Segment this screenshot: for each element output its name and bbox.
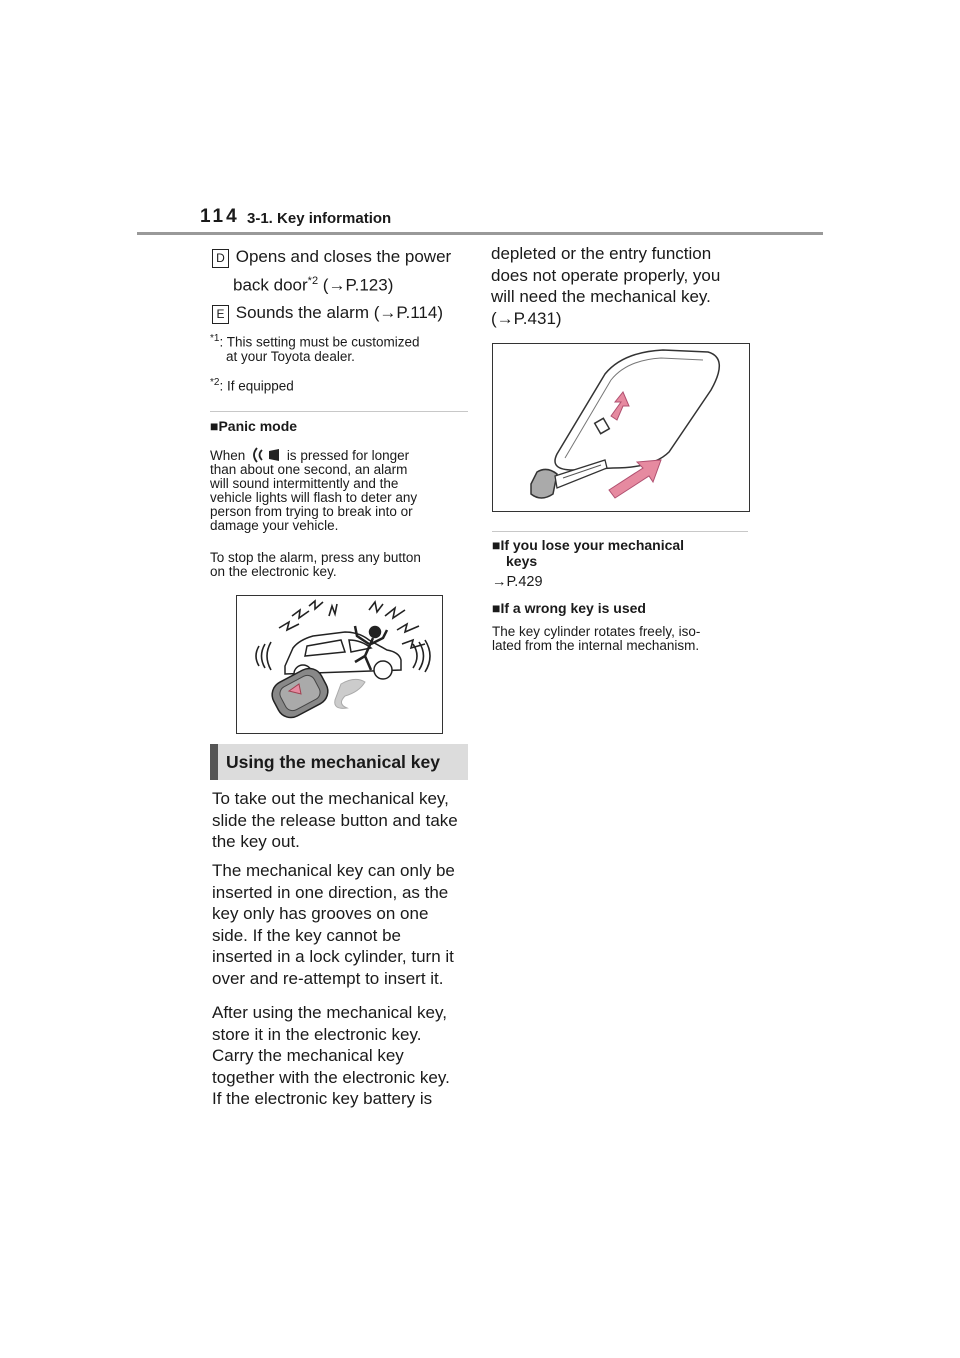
footnote-ref: *2 [307, 275, 319, 287]
panic-line-4: vehicle lights will flash to deter any [210, 490, 418, 505]
r-intro-line4: (→P.431) [491, 308, 562, 328]
panic-button-icon [249, 447, 283, 463]
panic-after: is pressed for longer [286, 448, 410, 463]
p1-line3: the key out. [212, 832, 300, 852]
page-number: 114 [200, 206, 240, 227]
p3-line1: After using the mechanical key, [212, 1003, 447, 1022]
panic-line-2: than about one second, an alarm [210, 462, 408, 477]
key-fob-body [555, 350, 719, 470]
item-d-line2 [233, 271, 393, 296]
wrong-key-line2: lated from the internal mechanism. [492, 638, 700, 653]
footnote-2-mark: *2 [210, 377, 220, 388]
panic-illustration-svg [237, 596, 442, 733]
item-e-tag: E [212, 305, 229, 324]
panic-mode-heading: ■Panic mode [210, 418, 298, 434]
mechanical-key-illustration [492, 343, 750, 512]
p3-line3: Carry the mechanical key [212, 1046, 404, 1066]
footnote-1-mark: *1 [210, 333, 220, 344]
lose-keys-heading-line1: ■If you lose your mechanical [492, 537, 685, 553]
wrong-key-text [492, 625, 752, 653]
shadow-figure [335, 679, 365, 708]
header-rule [137, 232, 823, 235]
panic-when: When [210, 448, 246, 463]
panic-mode-para1 [210, 447, 470, 533]
lose-keys-heading [492, 537, 684, 569]
item-d [212, 246, 451, 268]
panic-mode-para2 [210, 551, 470, 579]
p3-line2: store it in the electronic key. [212, 1024, 422, 1044]
footnote-1-text: : This setting must be customized [219, 334, 420, 350]
item-e [212, 302, 443, 324]
section-title: 3-1. Key information [247, 210, 392, 227]
p1-line1: To take out the mechanical key, [212, 789, 449, 808]
paragraph-3 [212, 1002, 472, 1110]
right-intro [491, 243, 751, 329]
footnote-2 [210, 374, 294, 395]
item-d-text-line1: Opens and closes the power [235, 247, 452, 266]
p2-line6: over and re-attempt to insert it. [212, 968, 444, 988]
lose-keys-reference: →P.429 [492, 574, 543, 590]
item-d-tag: D [212, 249, 229, 268]
p1-line2: slide the release button and take [212, 810, 458, 830]
panic-mode-illustration [236, 595, 443, 734]
paragraph-2 [212, 860, 472, 990]
p3-line4: together with the electronic key. [212, 1067, 450, 1087]
r-intro-line2: does not operate properly, you [491, 265, 721, 285]
section-banner: Using the mechanical key [210, 744, 468, 780]
r-intro-line1: depleted or the entry function [491, 244, 712, 263]
item-d-reference: (→P.123) [318, 275, 394, 295]
panic-line-1 [210, 447, 470, 463]
lose-keys-heading-line2: keys [506, 553, 538, 569]
item-e-text: Sounds the alarm (→P.114) [235, 303, 443, 322]
p3-line5: If the electronic key battery is [212, 1089, 433, 1109]
p2-line2: inserted in one direction, as the [212, 882, 449, 902]
p2-line4: side. If the key cannot be [212, 925, 402, 945]
panic-stop-line-2: on the electronic key. [210, 564, 337, 579]
panic-line-5: person from trying to break into or [210, 504, 413, 519]
footnote-1-line2: at your Toyota dealer. [226, 349, 355, 364]
panic-line-3: will sound intermittently and the [210, 476, 399, 491]
p2-line5: inserted in a lock cylinder, turn it [212, 947, 454, 967]
item-d-text-line2: back door [233, 275, 308, 295]
r-intro-line3: will need the mechanical key. [491, 287, 711, 307]
wrong-key-line1: The key cylinder rotates freely, iso- [492, 624, 701, 639]
mechanical-key-svg [493, 344, 749, 511]
right-divider [492, 531, 748, 532]
p2-line1: The mechanical key can only be [212, 861, 455, 880]
p2-line3: key only has grooves on one [212, 904, 429, 924]
paragraph-1 [212, 788, 472, 853]
footnote-2-text: : If equipped [219, 378, 294, 394]
panic-stop-line-1: To stop the alarm, press any button [210, 550, 421, 565]
panic-line-6: damage your vehicle. [210, 518, 339, 533]
wrong-key-heading: ■If a wrong key is used [492, 600, 646, 616]
divider [210, 411, 468, 412]
